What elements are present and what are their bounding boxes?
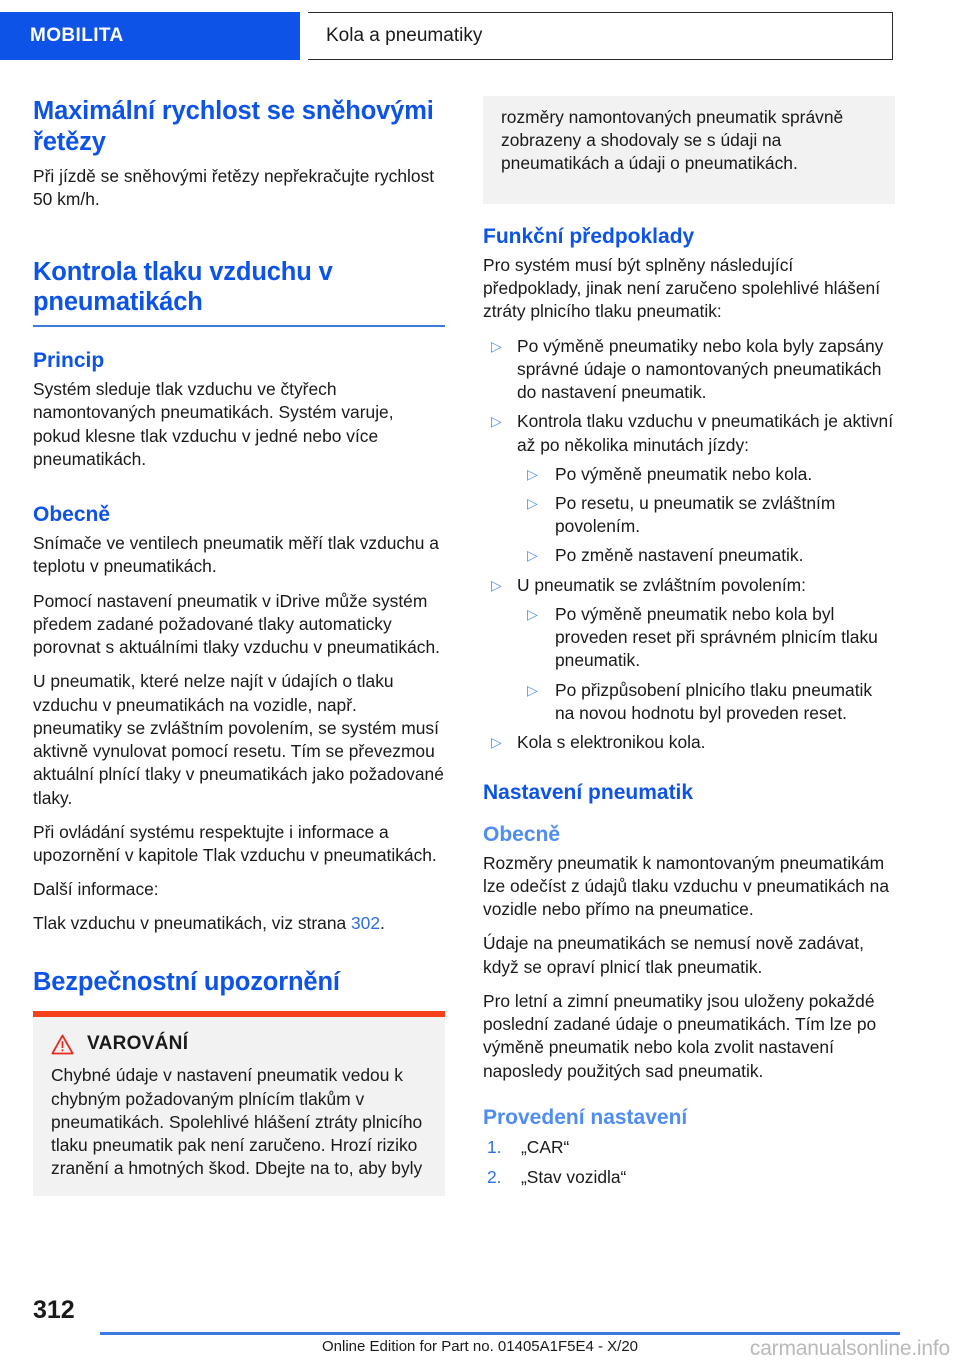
list-item-text: Po výměně pneumatik nebo kola byl proveden reset při správném plnicím tlaku pneumatik. (555, 603, 878, 671)
triangle-bullet-icon: ▷ (491, 413, 502, 430)
heading-snow-chains: Maximální rychlost se sněhovými řetězy (33, 97, 434, 156)
spacer (33, 223, 445, 257)
header-chapter-label: Kola a pneumatiky (326, 25, 483, 46)
header-brand-label: MOBILITA (30, 25, 124, 46)
triangle-bullet-icon: ▷ (491, 734, 502, 751)
heading-princip: Princip (33, 348, 105, 372)
warning-box (33, 1011, 445, 1196)
heading-tpms: Kontrola tlaku vzduchu v pneumatikách (33, 257, 445, 327)
triangle-bullet-icon: ▷ (527, 465, 538, 482)
functional-prerequisites-list (483, 335, 895, 755)
warning-box-header (51, 1033, 427, 1055)
paragraph-cross-reference (33, 912, 445, 935)
warning-text: Chybné údaje v nastavení pneumatik vedou k chybným požadovaným plnícím tlakům v pneumatikách. Spolehlivé hlášení ztráty plnicího tlaku pneumatik pak není zaručeno. Hrozí riziko zranění a hmotných škod. Dbejte na to, aby byly (51, 1065, 423, 1179)
nested-list (517, 463, 895, 568)
list-item (517, 463, 895, 486)
nested-list (517, 603, 895, 725)
warning-triangle-icon (51, 1034, 74, 1055)
page-header (0, 12, 893, 60)
heading-obecne-right: Obecně (483, 822, 561, 846)
paragraph-snow-chains: Při jízdě se sněhovými řetězy nepřekračujte rychlost 50 km/h. (33, 166, 435, 210)
paragraph-functional-intro: Pro systém musí být splněny následující předpoklady, jinak není zaručeno spolehlivé hlášení ztráty plnicího tlaku pneumatik: (483, 254, 881, 322)
heading-obecne-left: Obecně (33, 502, 111, 526)
footer-watermark: carmanualsonline.info (749, 1337, 950, 1360)
list-item-text: Po resetu, u pneumatik se zvláštním povolením. (555, 493, 836, 537)
list-item-text: Po změně nastavení pneumatik. (555, 545, 804, 566)
paragraph-princip: Systém sleduje tlak vzduchu ve čtyřech namontovaných pneumatikách. Systém varuje, pokud klesne tlak vzduchu v jedné nebo více pneumatikách. (33, 379, 394, 469)
list-item (517, 603, 895, 673)
triangle-bullet-icon: ▷ (527, 681, 538, 698)
left-column (33, 96, 445, 1196)
header-brand-block (0, 12, 300, 60)
paragraph-obecne-2: Pomocí nastavení pneumatik v iDrive může systém předem zadané požadované tlaky automaticky porovnat s aktuálními tlaky vzduchu v pneumatikách. (33, 590, 440, 658)
right-column (483, 96, 895, 1195)
heading-safety-notice: Bezpečnostní upozornění (33, 967, 340, 996)
procedure-steps-list (483, 1135, 895, 1189)
paragraph-obecne-4: Při ovládání systému respektujte i informace a upozornění v kapitole Tlak vzduchu v pneumatikách. (33, 821, 437, 865)
heading-tyre-settings: Nastavení pneumatik (483, 781, 694, 805)
paragraph-tyre-settings-3: Pro letní a zimní pneumatiky jsou uloženy pokaždé poslední zadané údaje o pneumatikách. Tím lze po výměně pneumatik nebo kola zvolit nastavení naposledy použitých sad pneumatik. (483, 990, 877, 1081)
list-item (483, 335, 895, 405)
page-number: 312 (33, 1296, 75, 1324)
triangle-bullet-icon: ▷ (491, 337, 502, 354)
paragraph-tyre-settings-2: Údaje na pneumatikách se nemusí nově zadávat, když se opraví plnicí tlak pneumatik. (483, 933, 864, 977)
triangle-bullet-icon: ▷ (527, 547, 538, 564)
spacer (483, 811, 895, 822)
list-item: „Stav vozidla“ (521, 1167, 627, 1188)
warning-continuation-text: rozměry namontovaných pneumatik správně zobrazeny a shodovaly se s údaji na pneumatikách a údaji o pneumatikách. (501, 107, 844, 174)
list-item (517, 544, 895, 567)
paragraph-tyre-settings-1: Rozměry pneumatik k namontovaným pneumatikám lze odečíst z údajů tlaku vzduchu v pneumatikách na vozidle nebo přímo na pneumatice. (483, 852, 890, 920)
list-item-text: Po výměně pneumatik nebo kola. (555, 463, 813, 484)
triangle-bullet-icon: ▷ (527, 605, 538, 622)
footer-edition-text: Online Edition for Part no. 01405A1F5E4 - X/20 (321, 1338, 639, 1355)
spacer (483, 204, 895, 224)
list-item-text: U pneumatik se zvláštním povolením: (517, 574, 807, 595)
page-footer (0, 1296, 960, 1362)
list-item-text: Kontrola tlaku vzduchu v pneumatikách je aktivní až po několika minutách jízdy: (517, 411, 894, 455)
cross-reference-page-link[interactable]: 302 (351, 913, 381, 934)
triangle-bullet-icon: ▷ (527, 495, 538, 511)
list-item (483, 731, 895, 754)
spacer (33, 337, 445, 348)
spacer (33, 482, 445, 502)
list-item (483, 410, 895, 567)
warning-label: VAROVÁNÍ (87, 1033, 189, 1055)
page-columns (0, 96, 960, 1276)
paragraph-obecne-3: U pneumatik, které nelze najít v údajích o tlaku vzduchu v pneumatikách na vozidle, např. pneumatiky se zvláštním povolením, se systém musí aktivně vynulovat pomocí resetu. Tím se převezmou aktuální plnící tlaky v pneumatikách jako požadované tlaky. (33, 671, 444, 808)
cross-reference-text: Tlak vzduchu v pneumatikách, viz strana (33, 913, 352, 934)
spacer (33, 947, 445, 967)
heading-procedure: Provedení nastavení (483, 1105, 688, 1129)
spacer (483, 1094, 895, 1105)
cross-reference-suffix: . (380, 913, 385, 934)
paragraph-obecne-1: Snímače ve ventilech pneumatik měří tlak vzduchu a teplotu v pneumatikách. (33, 533, 439, 577)
list-item-text: Po výměně pneumatiky nebo kola byly zapsány správné údaje o namontovaných pneumatikách do nastavení pneumatik. (517, 335, 884, 403)
list-item (483, 574, 895, 725)
footer-divider (100, 1332, 900, 1335)
list-item (517, 492, 895, 538)
header-chapter-block (308, 12, 893, 60)
warning-continuation-box (483, 96, 895, 204)
triangle-bullet-icon: ▷ (491, 576, 502, 593)
paragraph-more-info: Další informace: (33, 879, 159, 900)
spacer (483, 760, 895, 780)
heading-functional-prerequisites: Funkční předpoklady (483, 224, 695, 248)
list-item (517, 679, 895, 725)
list-item: „CAR“ (521, 1137, 570, 1158)
list-item-text: Kola s elektronikou kola. (517, 732, 706, 753)
list-item-text: Po přizpůsobení plnicího tlaku pneumatik na novou hodnotu byl proveden reset. (555, 679, 873, 723)
